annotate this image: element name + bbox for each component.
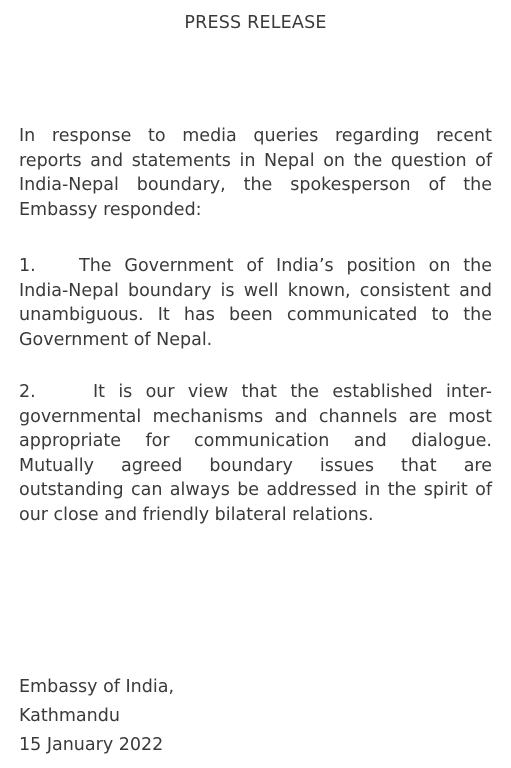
point-2-paragraph xyxy=(19,380,492,527)
signature-block xyxy=(19,673,174,760)
point-2-text: It is our view that the established inter-governmental mechanisms and channels are most appropriate for communication and dialogue. Mutually agreed boundary issues that are outstanding can always be addressed in the spirit of our close and friendly bilateral relations. xyxy=(19,382,492,525)
point-1-number: 1. xyxy=(19,256,36,276)
signature-city: Kathmandu xyxy=(19,706,120,726)
signature-org: Embassy of India, xyxy=(19,677,175,697)
point-1-text: The Government of India’s position on the India-Nepal boundary is well known, consistent and unambiguous. It has been communicated to the Government of Nepal. xyxy=(19,256,492,350)
intro-paragraph: In response to media queries regarding recent reports and statements in Nepal on the question of India-Nepal boundary, the spokesperson of the Embassy responded: xyxy=(19,126,492,220)
point-2-number: 2. xyxy=(19,382,36,402)
page-title: PRESS RELEASE xyxy=(184,13,327,33)
signature-date: 15 January 2022 xyxy=(19,735,164,755)
point-1-paragraph xyxy=(19,254,492,352)
